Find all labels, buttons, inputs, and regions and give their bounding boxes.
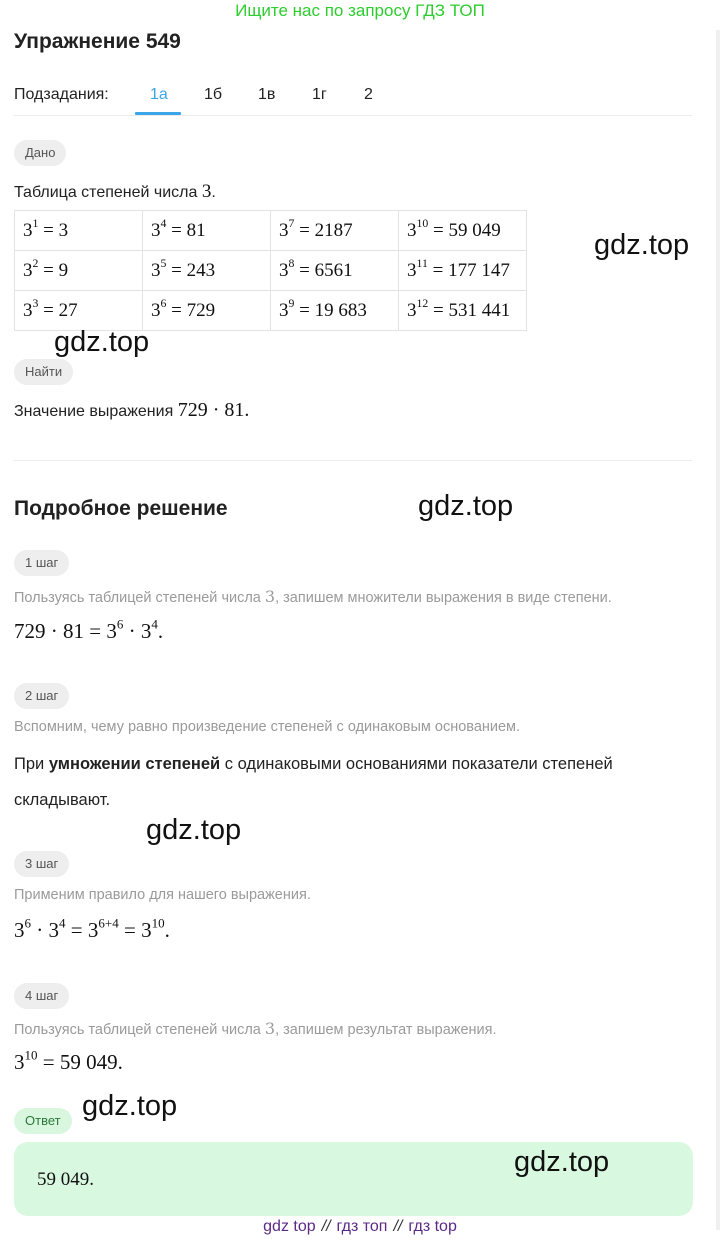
tab-1a[interactable]: 1а xyxy=(150,86,168,103)
powers-table-cell xyxy=(143,251,271,291)
find-text: Значение выражения 729 · 81. xyxy=(14,399,250,421)
page-edge xyxy=(716,30,720,1230)
power-exponent: 1 xyxy=(32,216,39,230)
power-base: 3 xyxy=(279,219,289,241)
powers-table xyxy=(14,210,527,331)
equals-sign: = xyxy=(38,299,59,321)
step-2-rule-line2: складывают. xyxy=(14,791,111,809)
step-3-badge: 3 шаг xyxy=(14,851,69,877)
tab-1g[interactable]: 1г xyxy=(312,86,327,103)
step-3-hint: Применим правило для нашего выражения. xyxy=(14,887,311,903)
watermark: gdz.top xyxy=(514,1146,610,1178)
given-text: Таблица степеней числа 3. xyxy=(14,181,216,202)
power-value: 9 xyxy=(58,259,69,281)
watermark: gdz.top xyxy=(54,326,150,358)
step-4-badge: 4 шаг xyxy=(14,983,69,1009)
footer-links xyxy=(0,1216,720,1238)
page-title: Упражнение 549 xyxy=(14,30,181,53)
equals-sign: = xyxy=(38,219,59,241)
footer-separator: // xyxy=(321,1218,331,1235)
equals-sign: = xyxy=(166,259,187,281)
powers-table-cell xyxy=(15,251,143,291)
powers-table-cell xyxy=(15,291,143,331)
power-base: 3 xyxy=(279,259,289,281)
footer-separator: // xyxy=(393,1218,403,1235)
power-value: 27 xyxy=(58,299,78,321)
power-base: 3 xyxy=(407,259,417,281)
power-base: 3 xyxy=(23,299,33,321)
power-value: 177 147 xyxy=(448,259,510,281)
equals-sign: = xyxy=(428,219,449,241)
step-3-formula: $3^6 \cdot 3^4 = 3^{6+4} = 3^{10}$. xyxy=(14,915,170,942)
step-4-hint: Пользуясь таблицей степеней числа 3, запишем результат выражения. xyxy=(14,1019,497,1038)
equals-sign: = xyxy=(294,299,315,321)
powers-table-cell xyxy=(143,291,271,331)
powers-table-cell xyxy=(399,291,527,331)
answer-badge: Ответ xyxy=(14,1108,72,1134)
power-exponent: 2 xyxy=(32,256,39,270)
power-exponent: 8 xyxy=(288,256,295,270)
step-1-formula: $729 \cdot 81 = 3^6 \cdot 3^4$. xyxy=(14,616,164,643)
power-exponent: 11 xyxy=(416,256,428,270)
power-base: 3 xyxy=(407,299,417,321)
power-base: 3 xyxy=(407,219,417,241)
equals-sign: = xyxy=(166,219,187,241)
power-exponent: 7 xyxy=(288,216,295,230)
watermark: gdz.top xyxy=(418,490,514,522)
power-exponent: 6 xyxy=(160,296,167,310)
powers-table-cell xyxy=(15,211,143,251)
subtasks-label: Подзадания: xyxy=(14,86,109,103)
section-divider xyxy=(14,460,692,461)
powers-table-cell xyxy=(271,291,399,331)
power-exponent: 10 xyxy=(416,216,429,230)
power-value: 3 xyxy=(58,219,69,241)
power-value: 243 xyxy=(186,259,216,281)
footer-link[interactable]: gdz top xyxy=(263,1218,316,1235)
solution-title: Подробное решение xyxy=(14,497,228,520)
powers-table-cell xyxy=(271,251,399,291)
watermark: gdz.top xyxy=(146,814,242,846)
powers-table-cell xyxy=(271,211,399,251)
find-badge: Найти xyxy=(14,359,73,385)
answer-value: 59 049. xyxy=(37,1169,94,1190)
powers-table-cell xyxy=(399,211,527,251)
tab-1v[interactable]: 1в xyxy=(258,86,276,103)
watermark: gdz.top xyxy=(594,229,690,261)
watermark: gdz.top xyxy=(82,1090,178,1122)
search-banner[interactable]: Ищите нас по запросу ГДЗ ТОП xyxy=(235,1,485,20)
equals-sign: = xyxy=(166,299,187,321)
equals-sign: = xyxy=(294,259,315,281)
step-2-rule: При умножении степеней с одинаковыми основаниями показатели степеней xyxy=(14,755,613,773)
power-value: 729 xyxy=(186,299,216,321)
power-base: 3 xyxy=(23,219,33,241)
power-base: 3 xyxy=(151,299,161,321)
power-base: 3 xyxy=(151,219,161,241)
powers-table-cell xyxy=(399,251,527,291)
power-value: 6561 xyxy=(314,259,353,281)
step-2-badge: 2 шаг xyxy=(14,683,69,709)
given-badge: Дано xyxy=(14,140,66,166)
tab-2[interactable]: 2 xyxy=(364,86,373,103)
powers-table-row xyxy=(15,291,527,331)
step-1-hint: Пользуясь таблицей степеней числа 3, запишем множители выражения в виде степени. xyxy=(14,587,612,606)
equals-sign: = xyxy=(294,219,315,241)
footer-link[interactable]: гдз топ xyxy=(336,1218,388,1235)
power-exponent: 5 xyxy=(160,256,167,270)
power-base: 3 xyxy=(279,299,289,321)
power-base: 3 xyxy=(23,259,33,281)
power-exponent: 4 xyxy=(160,216,167,230)
tab-1b[interactable]: 1б xyxy=(204,86,223,103)
footer-link[interactable]: гдз top xyxy=(408,1218,457,1235)
power-value: 19 683 xyxy=(314,299,367,321)
powers-table-row xyxy=(15,211,527,251)
power-value: 2187 xyxy=(314,219,353,241)
powers-table-cell xyxy=(143,211,271,251)
power-exponent: 12 xyxy=(416,296,429,310)
power-exponent: 3 xyxy=(32,296,39,310)
equals-sign: = xyxy=(38,259,59,281)
power-value: 81 xyxy=(186,219,206,241)
power-exponent: 9 xyxy=(288,296,295,310)
power-value: 531 441 xyxy=(448,299,511,321)
powers-table-row xyxy=(15,251,527,291)
equals-sign: = xyxy=(427,259,449,281)
step-2-hint: Вспомним, чему равно произведение степеней с одинаковым основанием. xyxy=(14,719,521,735)
power-value: 59 049 xyxy=(448,219,501,241)
active-tab-indicator xyxy=(135,112,181,115)
power-base: 3 xyxy=(151,259,161,281)
tabs-divider xyxy=(14,115,692,116)
step-4-formula: $3^{10} = 59$ 049. xyxy=(14,1047,123,1074)
equals-sign: = xyxy=(428,299,449,321)
step-1-badge: 1 шаг xyxy=(14,550,69,576)
